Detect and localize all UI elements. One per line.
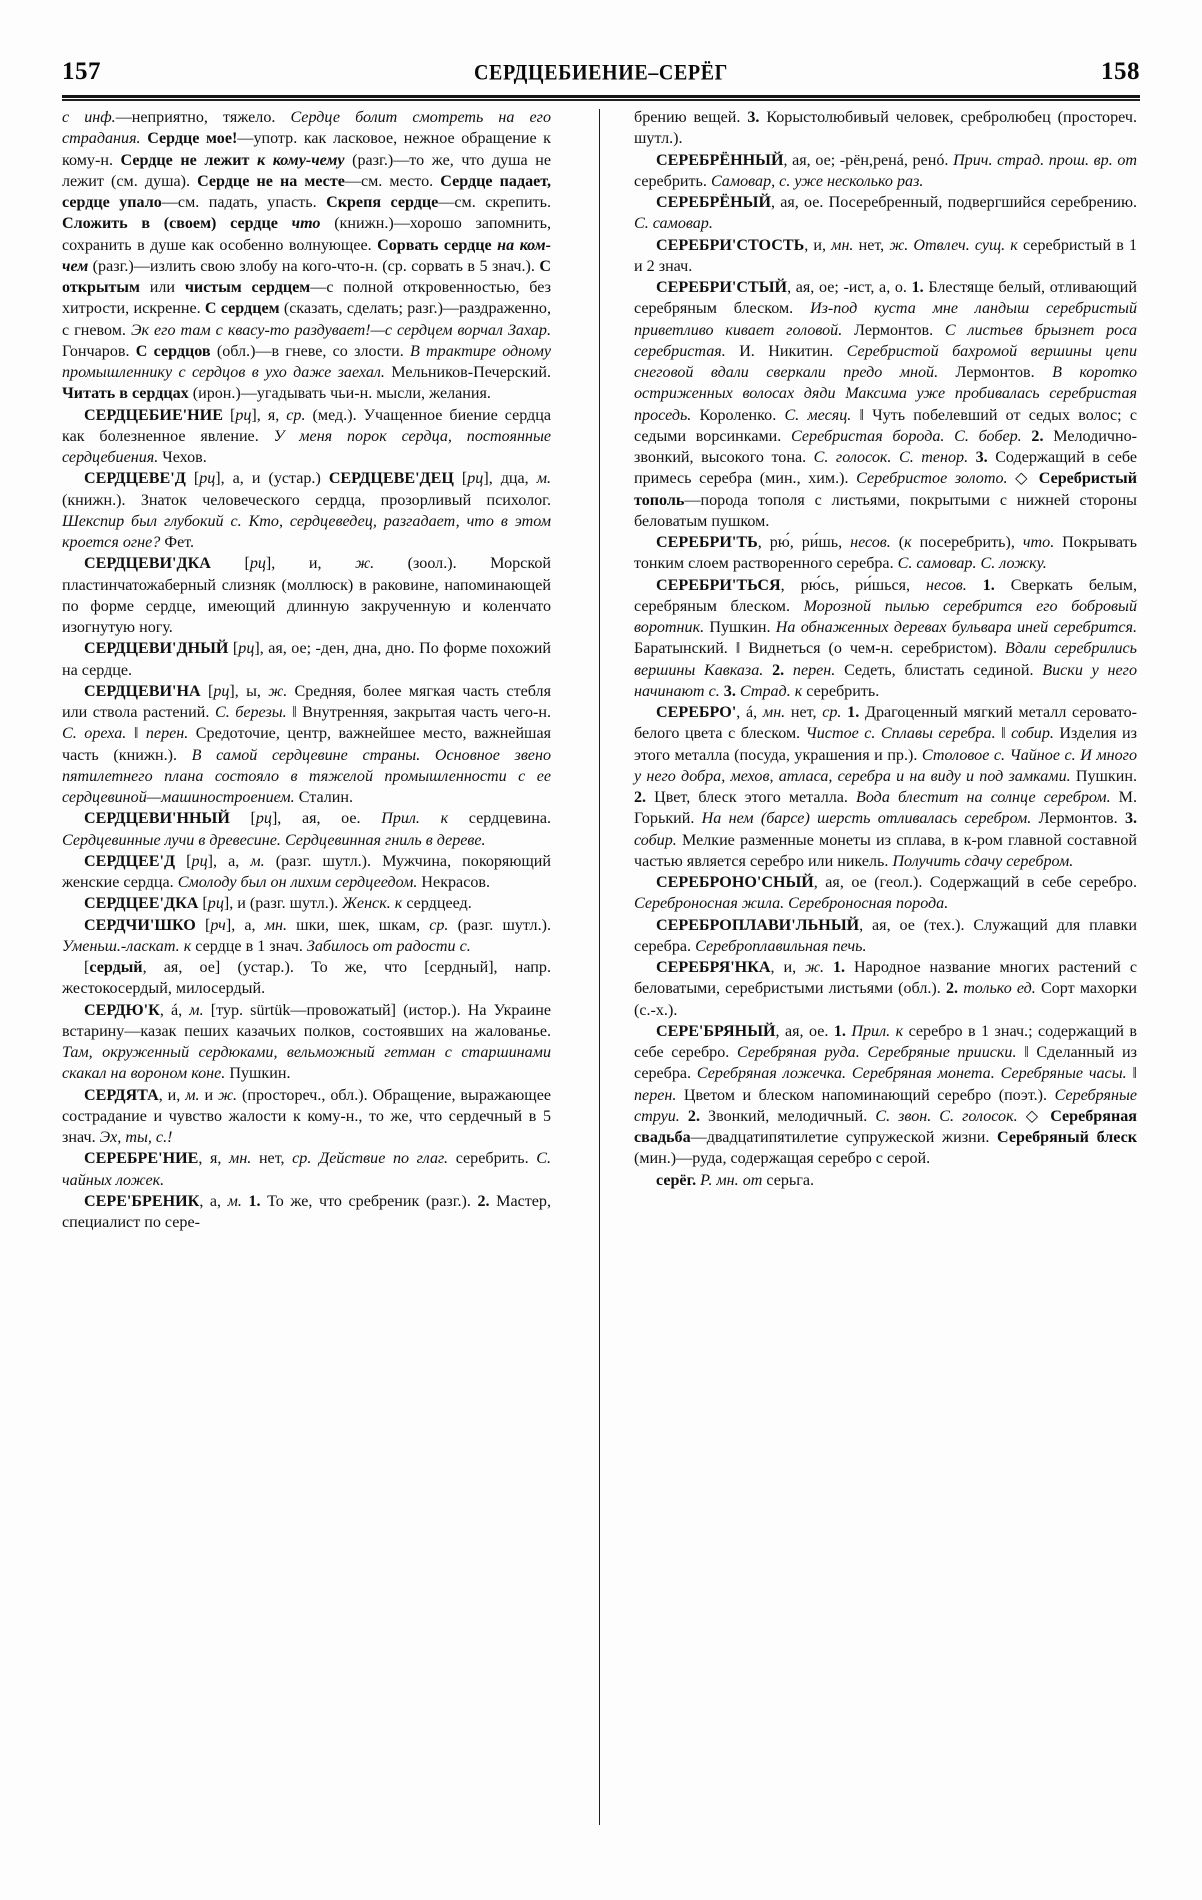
entry-continuation: с инф.—неприятно, тяжело. Сердце болит смотреть на его страдания. Сердце мое!—употр. как ласковое, нежное обращение к кому-н. Сердце не лежит к кому-чему (разг.)—то же, что душа не лежит (см. душа). Сердце не на месте—см. место. Сердце падает, сердце упало—см. падать, упасть. Скрепя сердце—см. скрепить. Сложить в (своем) сердце что (книжн.)—хорошо запомнить, сохранить в душе как особенно волнующее. Сорвать сердце на ком-чем (разг.)—излить свою злобу на кого-что-н. (ср. сорвать в 5 знач.). С открытым или чистым сердцем—с полной откровенностью, без хитрости, искренне. С сердцем (сказать, сделать; разг.)—раздраженно, с гневом. Эк его там с квасу-то раздувает!—с сердцем ворчал Захар. Гончаров. С сердцов (обл.)—в гневе, со злости. В трактире одному промышленнику с сердцов в ухо даже заехал. Мельников-Печерский. Читать в сердцах (ирон.)—угадывать чьи-н. мысли, желания.: [62, 109, 552, 403]
dictionary-entry: [сердый, ая, ое] (устар.). То же, что [сердный], напр. жестокосердый, милосердый.: [62, 959, 551, 998]
column-right: [634, 107, 1137, 1827]
column-left: [62, 107, 565, 1827]
header-rule-line-2: [62, 99, 1140, 101]
header-rule: [62, 95, 1140, 101]
entry-continuation: брению вещей. 3. Корыстолюбивый человек, сребролюбец (простореч. шутл.).: [634, 109, 1137, 148]
dictionary-entry: СЕРЕБРИ'СТОСТЬ, и, мн. нет, ж. Отвлеч. сущ. к серебристый в 1 и 2 знач.: [634, 236, 1137, 275]
dictionary-entry: СЕРДЦЕВЕ'Д [рц], а, и (устар.) СЕРДЦЕВЕ'ДЕЦ [рц], дца, м. (книжн.). Знаток человеческого сердца, прозорливый психолог. Шекспир был глубокий с. Кто, сердцеведец, разгадает, что в этом кроется огне? Фет.: [62, 470, 551, 551]
dictionary-entry: серёг. Р. мн. от серьга.: [656, 1171, 815, 1189]
dictionary-entry: СЕРЕБРИ'ТЬ, рю́, ри́шь, несов. (к посеребрить), что. Покрывать тонким слоем растворенного серебра. С. самовар. С. ложку.: [634, 534, 1137, 573]
dictionary-entry: СЕРДЧИ'ШКО [рч], а, мн. шки, шек, шкам, ср. (разг. шутл.). Уменьш.-ласкат. к сердце в 1 знач. Забилось от радости с.: [62, 916, 551, 955]
dictionary-entry: СЕРДЦЕЕ'ДКА [рц], и (разг. шутл.). Женск. к сердцеед.: [84, 895, 472, 913]
dictionary-entry: СЕРДЦЕВИ'ДКА [рц], и, ж. (зоол.). Морской пластинчатожаберный слизняк (моллюск) в раковине, напоминающей по форме сердце, имеющий длинную закрученную и коленчато изогнутую ногу.: [62, 555, 551, 636]
dictionary-entry: СЕРЕБРЁННЫЙ, ая, ое; -рён,ренá, ренó. Прич. страд. прош. вр. от серебрить. Самовар, с. уже несколько раз.: [634, 151, 1137, 190]
dictionary-entry: СЕРДЦЕЕ'Д [рц], а, м. (разг. шутл.). Мужчина, покоряющий женские сердца. Смолоду был он лихим сердцеедом. Некрасов.: [62, 852, 551, 891]
dictionary-entry: СЕРДЦЕВИ'НА [рц], ы, ж. Средняя, более мягкая часть стебля или ствола растений. С. березы. ‖ Внутренняя, закрытая часть чего-н. С. ореха. ‖ перен. Средоточие, центр, важнейшее место, важнейшая часть (книжн.). В самой сердцевине страны. Основное звено пятилетнего плана состояло в тяжелой промышленности с ее сердцевиной—машиностроением. Сталин.: [62, 682, 551, 806]
dictionary-entry: СЕРДЦЕВИ'ННЫЙ [рц], ая, ое. Прил. к сердцевина. Сердцевинные лучи в древесине. Сердцевинная гниль в дереве.: [62, 810, 552, 849]
dictionary-entry: СЕРЕБРИ'СТЫЙ, ая, ое; -ист, а, о. 1. Блестяще белый, отливающий серебряным блеском. Из-под куста мне ландыш серебристый приветливо кивает головой. Лермонтов. С листьев брызнет роса серебристая. И. Никитин. Серебристой бахромой вершины цепи снеговой вдали сверкали предо мной. Лермонтов. В коротко остриженных волосах дяди Максима уже пробивалась серебристая проседь. Короленко. С. месяц. ‖ Чуть побелевший от седых волос; с седыми ворсинками. Серебристая борода. С. бобер. 2. Мелодично-звонкий, высокого тона. С. голосок. С. тенор. 3. Содержащий в себе примесь серебра (мин., хим.). Серебристое золото. ◇ Серебристый тополь—порода тополя с листьями, покрытыми с нижней стороны беловатым пушком.: [634, 279, 1138, 530]
header-rule-line-1: [62, 95, 1140, 98]
dictionary-entry: СЕРЕБРИ'ТЬСЯ, рю́сь, ри́шься, несов. 1. Сверкать белым, серебряным блеском. Морозной пылью серебрится его бобровый воротник. Пушкин. На обнаженных деревах бульвара иней серебрится. Баратынский. ‖ Виднеться (о чем-н. серебристом). Вдали серебрились вершины Кавказа. 2. перен. Седеть, блистать сединой. Виски у него начинают с. 3. Страд. к серебрить.: [634, 576, 1138, 700]
dictionary-entry: СЕРЕ'БРЯНЫЙ, ая, ое. 1. Прил. к серебро в 1 знач.; содержащий в себе серебро. Серебряная руда. Серебряные прииски. ‖ Сделанный из серебра. Серебряная ложечка. Серебряная монета. Серебряные часы. ‖ перен. Цветом и блеском напоминающий серебро (поэт.). Серебряные струи. 2. Звонкий, мелодичный. С. звон. С. голосок. ◇ Серебряная свадьба—двадцатипятилетие супружеской жизни. Серебряный блеск (мин.)—руда, содержащая серебро с серой.: [634, 1022, 1138, 1168]
folio-right: 158: [1101, 58, 1140, 85]
dictionary-entry: СЕРЕБРОНО'СНЫЙ, ая, ое (геол.). Содержащий в себе серебро. Сереброносная жила. Сереброносная порода.: [634, 874, 1137, 913]
dictionary-entry: СЕРДЯТА, и, м. и ж. (простореч., обл.). Обращение, выражающее сострадание и чувство жалости к кому-н., то же, что сердечный в 5 знач. Эх, ты, с.!: [62, 1086, 551, 1146]
dictionary-entry: СЕРЕБРОПЛАВИ'ЛЬНЫЙ, ая, ое (тех.). Служащий для плавки серебра. Сереброплавильная печь.: [634, 916, 1137, 955]
column-divider: [599, 109, 600, 1825]
dictionary-entry: СЕРЕБРЁНЫЙ, ая, ое. Посеребренный, подвергшийся серебрению. С. самовар.: [634, 194, 1137, 233]
dictionary-entry: СЕРДЮ'К, á, м. [тур. sürtük—провожатый] (истор.). На Украине встарину—казак пеших казачьих полков, состоявших на жалованье. Там, окруженный сердюками, вельможный гетман с старшинами скакал на вороном коне. Пушкин.: [62, 1001, 551, 1083]
dictionary-entry: СЕРЕБРО', á, мн. нет, ср. 1. Драгоценный мягкий металл серовато-белого цвета с блеском. Чистое с. Сплавы серебра. ‖ собир. Изделия из этого металла (посуда, украшения и пр.). Столовое с. Чайное с. И много у него добра, мехов, атласа, серебра и на виду и под замками. Пушкин. 2. Цвет, блеск этого металла. Вода блестит на солнце серебром. М. Горький. На нем (барсе) шерсть отливалась серебром. Лермонтов. 3. собир. Мелкие разменные монеты из сплава, в к-ром главной составной частью является серебро или никель. Получить сдачу серебром.: [634, 704, 1138, 870]
running-head-title: СЕРДЦЕБИЕНИЕ–СЕРЁГ: [474, 60, 728, 85]
dictionary-entry: СЕРЕБРЯ'НКА, и, ж. 1. Народное название многих растений с беловатыми, серебристыми листьями (обл.). 2. только ед. Сорт махорки (с.-х.).: [634, 959, 1137, 1019]
dictionary-entry: СЕРДЦЕБИЕ'НИЕ [рц], я, ср. (мед.). Учащенное биение сердца как болезненное явление. У меня порок сердца, постоянные сердцебиения. Чехов.: [62, 406, 551, 466]
dictionary-entry: СЕРЕБРЕ'НИЕ, я, мн. нет, ср. Действие по глаг. серебрить. С. чайных ложек.: [62, 1150, 551, 1189]
column-container: [62, 107, 1140, 1827]
running-head: [62, 52, 1140, 86]
dictionary-entry: СЕРДЦЕВИ'ДНЫЙ [рц], ая, ое; -ден, дна, дно. По форме похожий на сердце.: [62, 640, 551, 679]
dictionary-entry: СЕРЕ'БРЕНИК, а, м. 1. То же, что сребреник (разг.). 2. Мастер, специалист по сере-: [62, 1192, 551, 1231]
folio-left: 157: [62, 58, 101, 85]
